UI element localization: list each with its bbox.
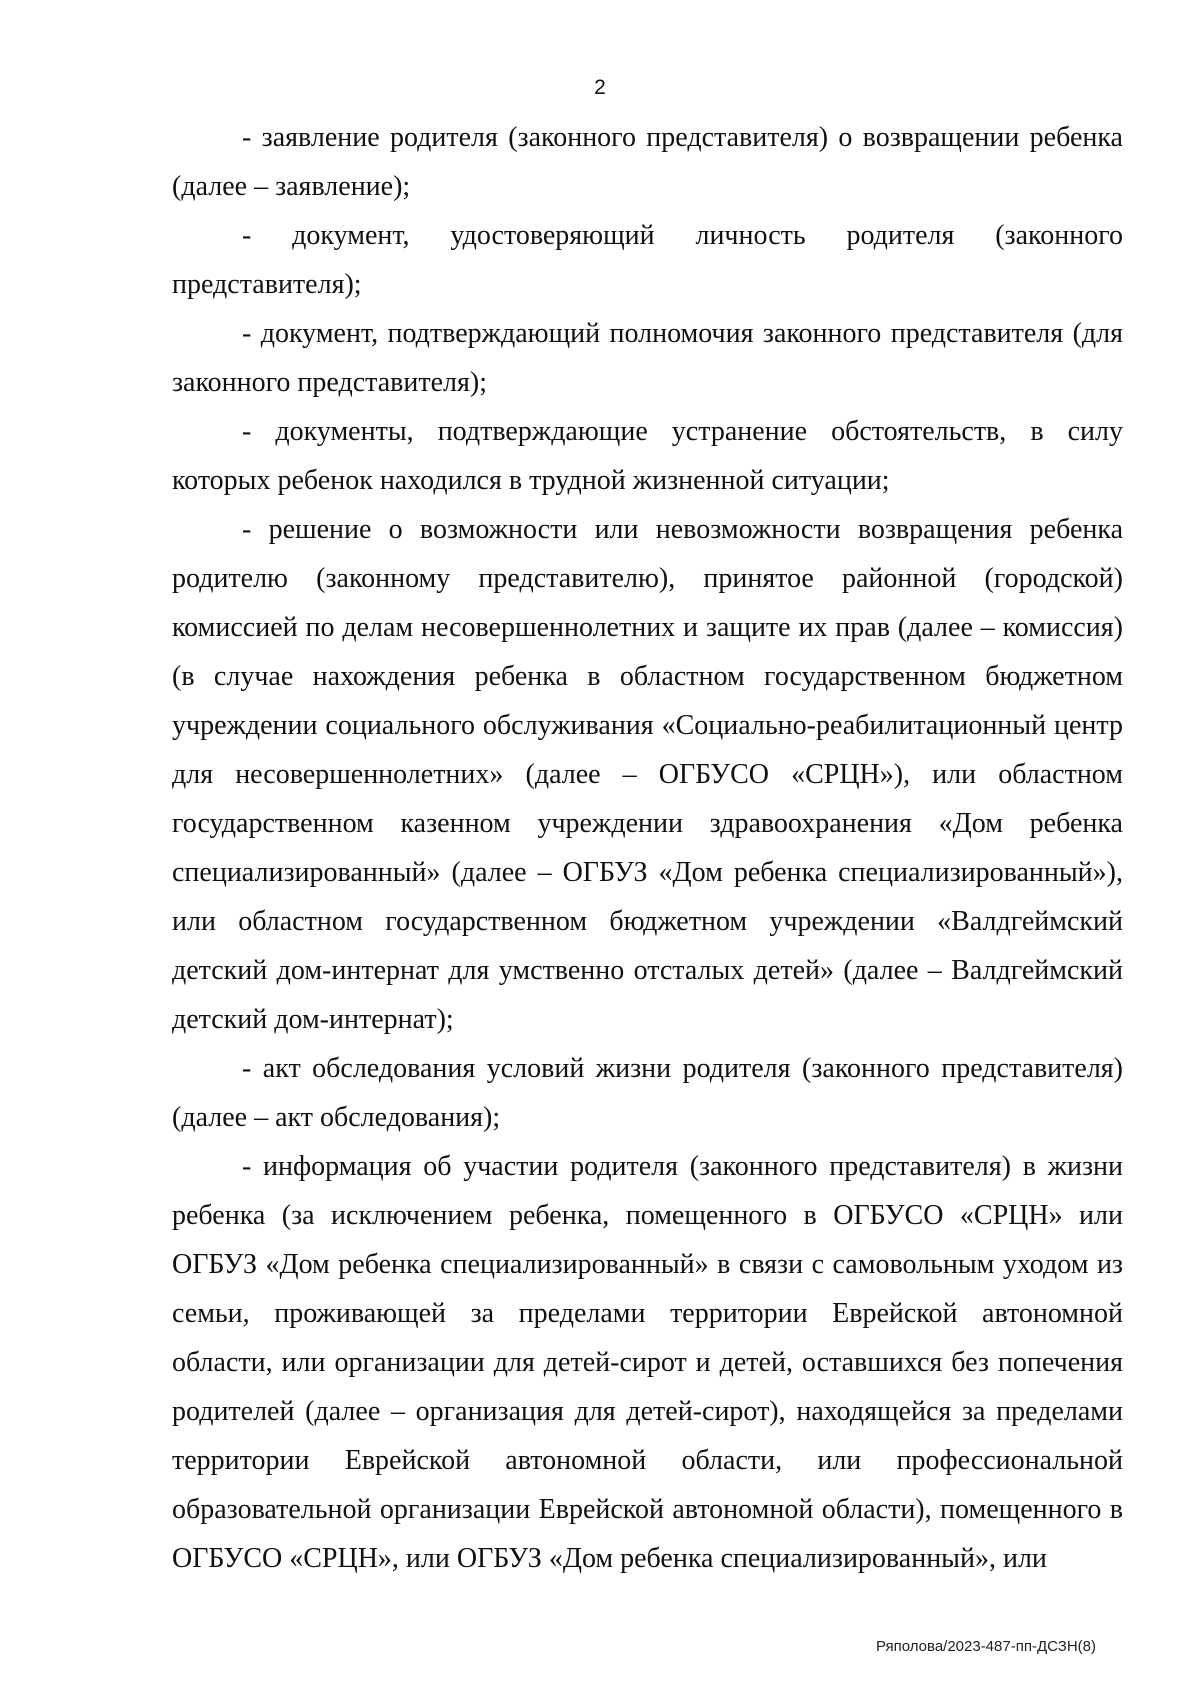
list-item-authority-document: - документ, подтверждающий полномочия законного представителя (для законного представителя); bbox=[172, 318, 1123, 398]
list-item-commission-decision: - решение о возможности или невозможности возвращения ребенка родителю (законному представителю), принятое районной (городской) комиссией по делам несовершеннолетних и защите их прав (далее – комиссия) (в случае нахождения ребенка в областном государственном бюджетном учреждении социального обслуживания «Социально-реабилитационный центр для несовершеннолетних» (далее – ОГБУСО «СРЦН»), или областном государственном казенном учреждении здравоохранения «Дом ребенка специализированный» (далее – ОГБУЗ «Дом ребенка специализированный»), или областном государственном бюджетном учреждении «Валдгеймский детский дом-интернат для умственно отсталых детей» (далее – Валдгеймский детский дом-интернат); bbox=[172, 514, 1123, 1035]
page-number: 2 bbox=[594, 76, 606, 99]
document-body bbox=[172, 113, 1123, 1583]
list-item-application: - заявление родителя (законного представителя) о возвращении ребенка (далее – заявление); bbox=[172, 122, 1123, 202]
list-item-circumstances-documents: - документы, подтверждающие устранение обстоятельств, в силу которых ребенок находился в трудной жизненной ситуации; bbox=[172, 416, 1123, 496]
document-footer-code: Ряполова/2023-487-пп-ДСЗН(8) bbox=[875, 1638, 1096, 1655]
list-item-inspection-act: - акт обследования условий жизни родителя (законного представителя) (далее – акт обследования); bbox=[172, 1053, 1123, 1133]
list-item-parent-participation-info: - информация об участии родителя (законного представителя) в жизни ребенка (за исключением ребенка, помещенного в ОГБУСО «СРЦН» или ОГБУЗ «Дом ребенка специализированный» в связи с самовольным уходом из семьи, проживающей за пределами территории Еврейской автономной области, или организации для детей-сирот и детей, оставшихся без попечения родителей (далее – организация для детей-сирот), находящейся за пределами территории Еврейской автономной области, или профессиональной образовательной организации Еврейской автономной области), помещенного в ОГБУСО «СРЦН», или ОГБУЗ «Дом ребенка специализированный», или bbox=[172, 1151, 1123, 1574]
list-item-identity-document: - документ, удостоверяющий личность родителя (законного представителя); bbox=[172, 220, 1123, 300]
